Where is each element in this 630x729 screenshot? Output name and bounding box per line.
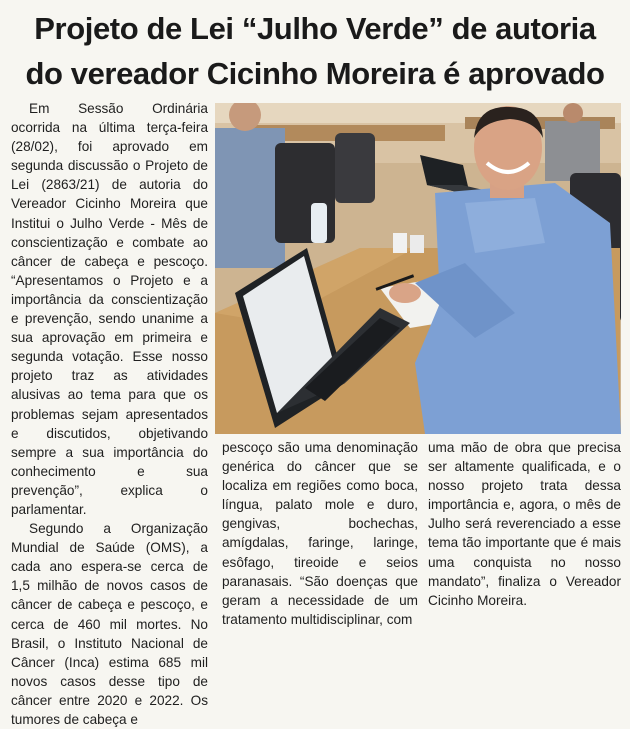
article-column-3 xyxy=(428,438,621,610)
article-paragraph-2: Segundo a Organização Mundial de Saúde (OMS), a cada ano espera-se cerca de 1,5 milhão de novos casos de câncer de cabeça e pescoço, e cerca de 460 mil mortes. No Brasil, o Instituto Nacional de Câncer (Inca) estima 685 mil novos casos desse tipo de câncer entre 2020 e 2022. Os tumores de cabeça e xyxy=(11,521,208,727)
article-paragraph-2-final: uma mão de obra que precisa ser altamente qualificada, e o nosso projeto trata dessa importância e, agora, o mês de Julho será reverenciado a esse tema tão importante que é mais uma conquista no nosso mandato”, finaliza o Vereador Cicinho Moreira. xyxy=(428,440,621,608)
headline xyxy=(0,6,630,96)
headline-line-1: Projeto de Lei “Julho Verde” de autoria xyxy=(34,11,596,46)
article-photo xyxy=(215,103,621,434)
article-paragraph-1: Em Sessão Ordinária ocorrida na última terça-feira (28/02), foi aprovado em segunda discussão o Projeto de Lei (2863/21) de autoria do Vereador Cicinho Moreira que Institui o Julho Verde - Mês de conscientização e combate ao câncer de cabeça e pescoço. “Apresentamos o Projeto e a importância da conscientização e prevenção, sendo unanime a sua aprovação em primeira e segunda votação. Esse nosso projeto traz as atividades alusivas ao tema para que os problemas sejam apresentados e discutidos, objetivando sempre a sua importância do conhecimento e sua prevenção”, explica o parlamentar. xyxy=(11,101,208,517)
article-column-2 xyxy=(222,438,418,629)
article-paragraph-2-continued: pescoço são uma denominação genérica do câncer que se localiza em regiões como boca, língua, palato mole e duro, gengivas, bochechas, amígdalas, faringe, laringe, esôfago, tireoide e seios paranasais. “São doenças que geram a necessidade de um tratamento multidisciplinar, com xyxy=(222,440,418,627)
article-column-1 xyxy=(11,99,208,729)
headline-line-2: do vereador Cicinho Moreira é aprovado xyxy=(25,56,605,91)
